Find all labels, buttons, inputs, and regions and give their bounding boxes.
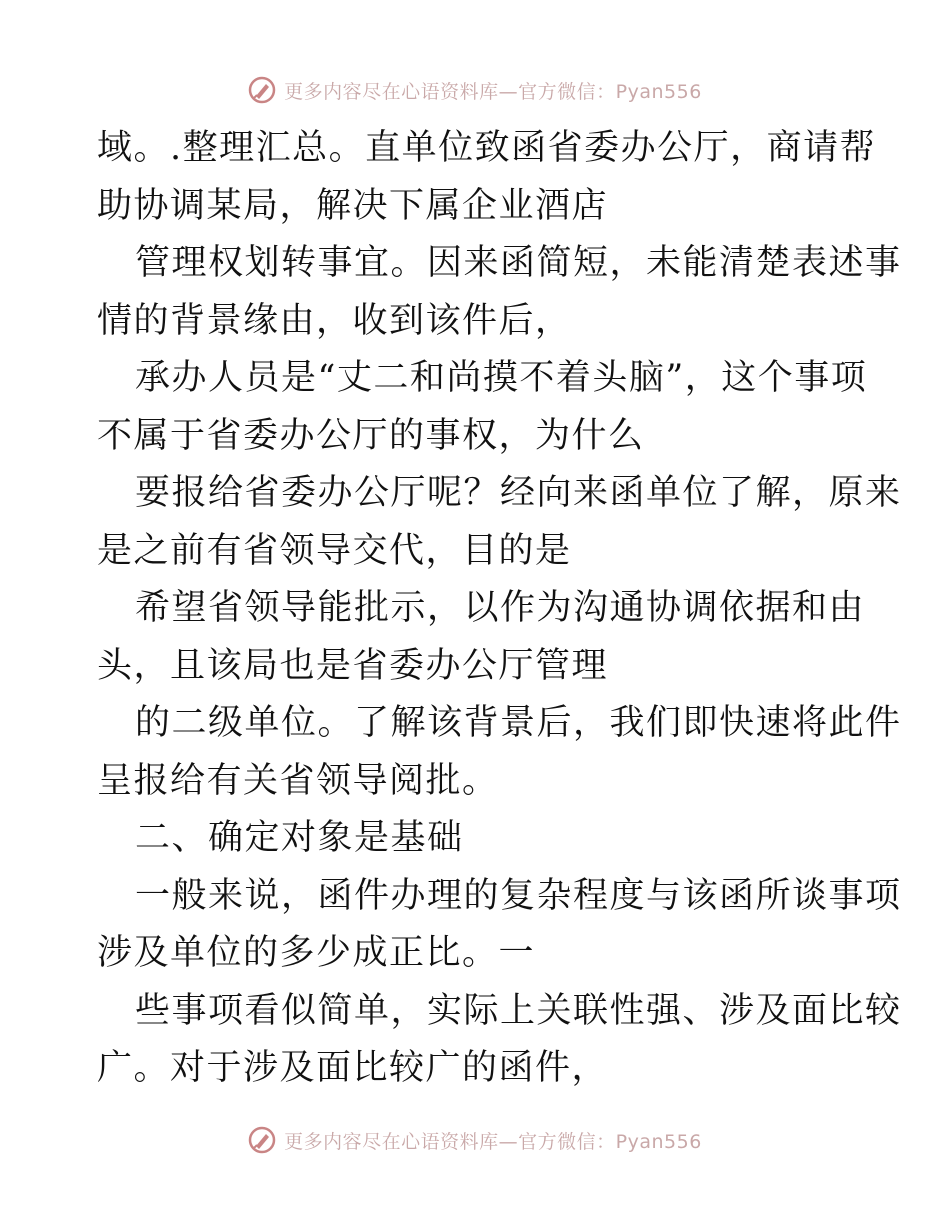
footer-watermark [0,1120,950,1160]
pen-logo-icon [248,1126,276,1154]
text-line: 呈报给有关省领导阅批。 [97,760,499,801]
text-line: 广。对于涉及面比较广的函件， [97,1048,609,1088]
pen-logo-icon [248,76,276,104]
text-line: 要报给省委办公厅呢？经向来函单位了解，原来 [135,473,902,513]
document-body [97,120,902,1098]
text-line: 一般来说，函件办理的复杂程度与该函所谈事项 [135,875,902,916]
text-line: 希望省领导能批示，以作为沟通协调依据和由 [135,588,866,628]
text-line: 是之前有省领导交代，目的是 [97,530,572,571]
text-line: 涉及单位的多少成正比。一 [97,933,536,973]
text-line: 域。.整理汇总。直单位致函省委办公厅，商请帮 [97,128,877,168]
watermark-text: 更多内容尽在心语资料库—官方微信：Pyan556 [284,1130,702,1153]
text-line: 管理权划转事宜。因来函简短，未能清楚表述事 [135,243,902,283]
text-line: 二、确定对象是基础 [135,818,464,858]
text-line: 情的背景缘由，收到该件后， [97,300,572,341]
text-line: 不属于省委办公厅的事权，为什么 [97,415,645,456]
text-line: 的二级单位。了解该背景后，我们即快速将此件 [135,703,902,743]
watermark-text: 更多内容尽在心语资料库—官方微信：Pyan556 [284,80,702,103]
header-watermark [0,70,950,110]
text-line: 承办人员是“丈二和尚摸不着头脑”，这个事项 [135,358,868,398]
text-line: 头，且该局也是省委办公厅管理 [97,645,609,686]
text-line: 些事项看似简单，实际上关联性强、涉及面比较 [135,990,902,1031]
text-line: 助协调某局，解决下属企业酒店 [97,185,609,226]
